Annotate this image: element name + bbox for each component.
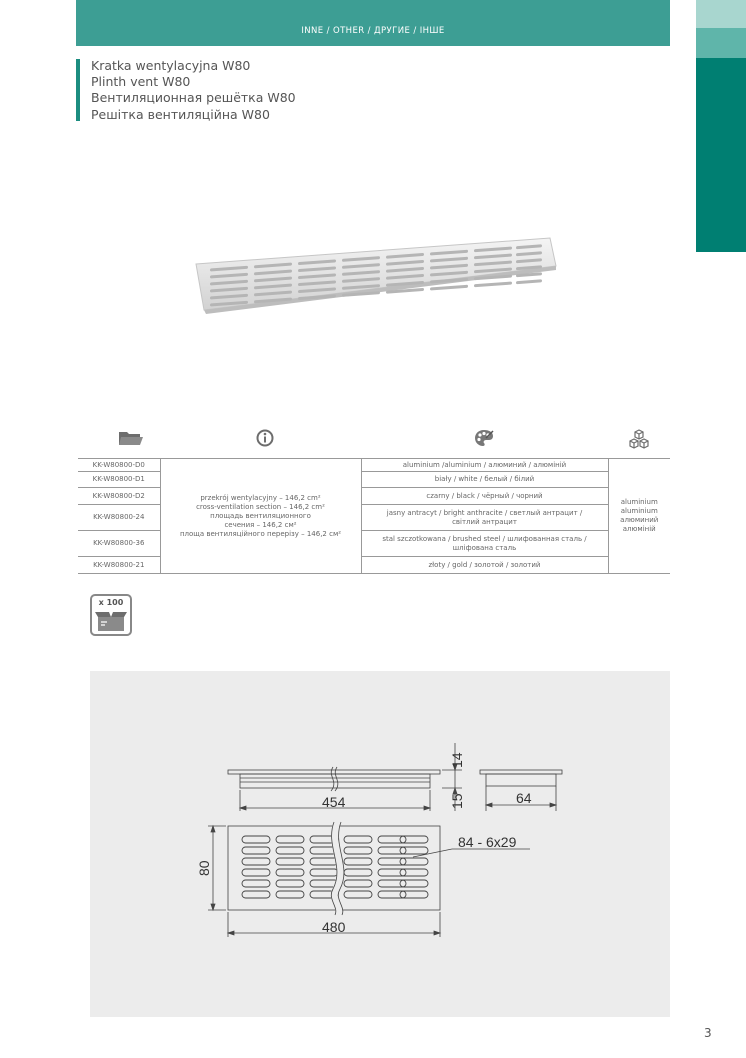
product-table [78, 458, 670, 574]
side-tab-light [696, 0, 746, 28]
product-code: KK-W80800-D1 [78, 472, 160, 488]
title-ru: Вентиляционная решётка W80 [91, 90, 296, 106]
title-en: Plinth vent W80 [91, 74, 191, 90]
category-label: INNE / OTHER / ДРУГИЕ / ІНШЕ [301, 26, 445, 36]
material-line: aluminium [620, 498, 658, 506]
product-code: KK-W80800-36 [78, 531, 160, 557]
section-line: przekrój wentylacyjny – 146,2 cm² [200, 493, 321, 502]
color-text: stal szczotkowana / brushed steel / шлифованная сталь / [382, 534, 587, 543]
section-line: сечения – 146,2 см² [224, 520, 297, 529]
dimension-454: 454 [322, 794, 346, 810]
color-text: aluminium /aluminium / алюминий / алюміній [402, 460, 567, 469]
dimension-80: 80 [196, 860, 212, 876]
folder-icon [118, 429, 144, 447]
section-line: cross-ventilation section – 146,2 cm² [196, 502, 325, 511]
color-text: czarny / black / чёрный / чорний [426, 491, 543, 500]
product-titles [91, 58, 296, 123]
product-code: KK-W80800-21 [78, 557, 160, 574]
product-code: KK-W80800-D2 [78, 488, 160, 505]
color-text: шліфована сталь [452, 543, 517, 552]
material-line: aluminium [620, 507, 658, 515]
color-text: jasny antracyt / bright anthracite / светлый антрацит / [386, 508, 583, 517]
color-cell [361, 505, 608, 531]
color-text: złoty / gold / золотой / золотий [428, 560, 541, 569]
material-line: алюминий [620, 516, 659, 524]
dimension-64: 64 [516, 790, 532, 806]
color-cell [361, 531, 608, 557]
section-line: площадь вентиляционного [210, 511, 311, 520]
title-accent-bar [76, 59, 80, 121]
box-icon [95, 610, 127, 632]
color-cell [361, 557, 608, 574]
category-header [76, 0, 670, 46]
color-cell [361, 459, 608, 472]
package-quantity: x 100 [98, 598, 124, 607]
technical-drawing-panel [90, 671, 670, 1017]
cubes-icon [628, 429, 650, 449]
dimension-480: 480 [322, 919, 346, 935]
material-line: алюміній [622, 525, 656, 533]
color-text: biały / white / белый / білий [434, 475, 535, 483]
ventilation-section [160, 459, 361, 574]
product-photo [190, 230, 560, 320]
side-tab-medium [696, 28, 746, 58]
technical-drawing [90, 671, 670, 1017]
color-cell [361, 488, 608, 505]
section-line: площа вентиляційного перерізу – 146,2 см² [179, 529, 342, 538]
dimension-14: 14 [449, 752, 465, 768]
product-code: KK-W80800-24 [78, 505, 160, 531]
material-cell [608, 459, 670, 574]
page-number: 3 [704, 1026, 712, 1040]
color-cell [361, 472, 608, 488]
package-badge [90, 594, 132, 636]
title-ua: Решітка вентиляційна W80 [91, 106, 270, 122]
palette-icon [474, 429, 494, 447]
product-code: KK-W80800-D0 [78, 459, 160, 472]
color-text: світлий антрацит [452, 517, 517, 526]
title-pl: Kratka wentylacyjna W80 [91, 58, 251, 73]
dimension-15: 15 [449, 793, 465, 809]
info-icon [256, 429, 274, 447]
dimension-slots: 84 - 6x29 [458, 834, 517, 850]
side-tab-active [696, 58, 746, 252]
